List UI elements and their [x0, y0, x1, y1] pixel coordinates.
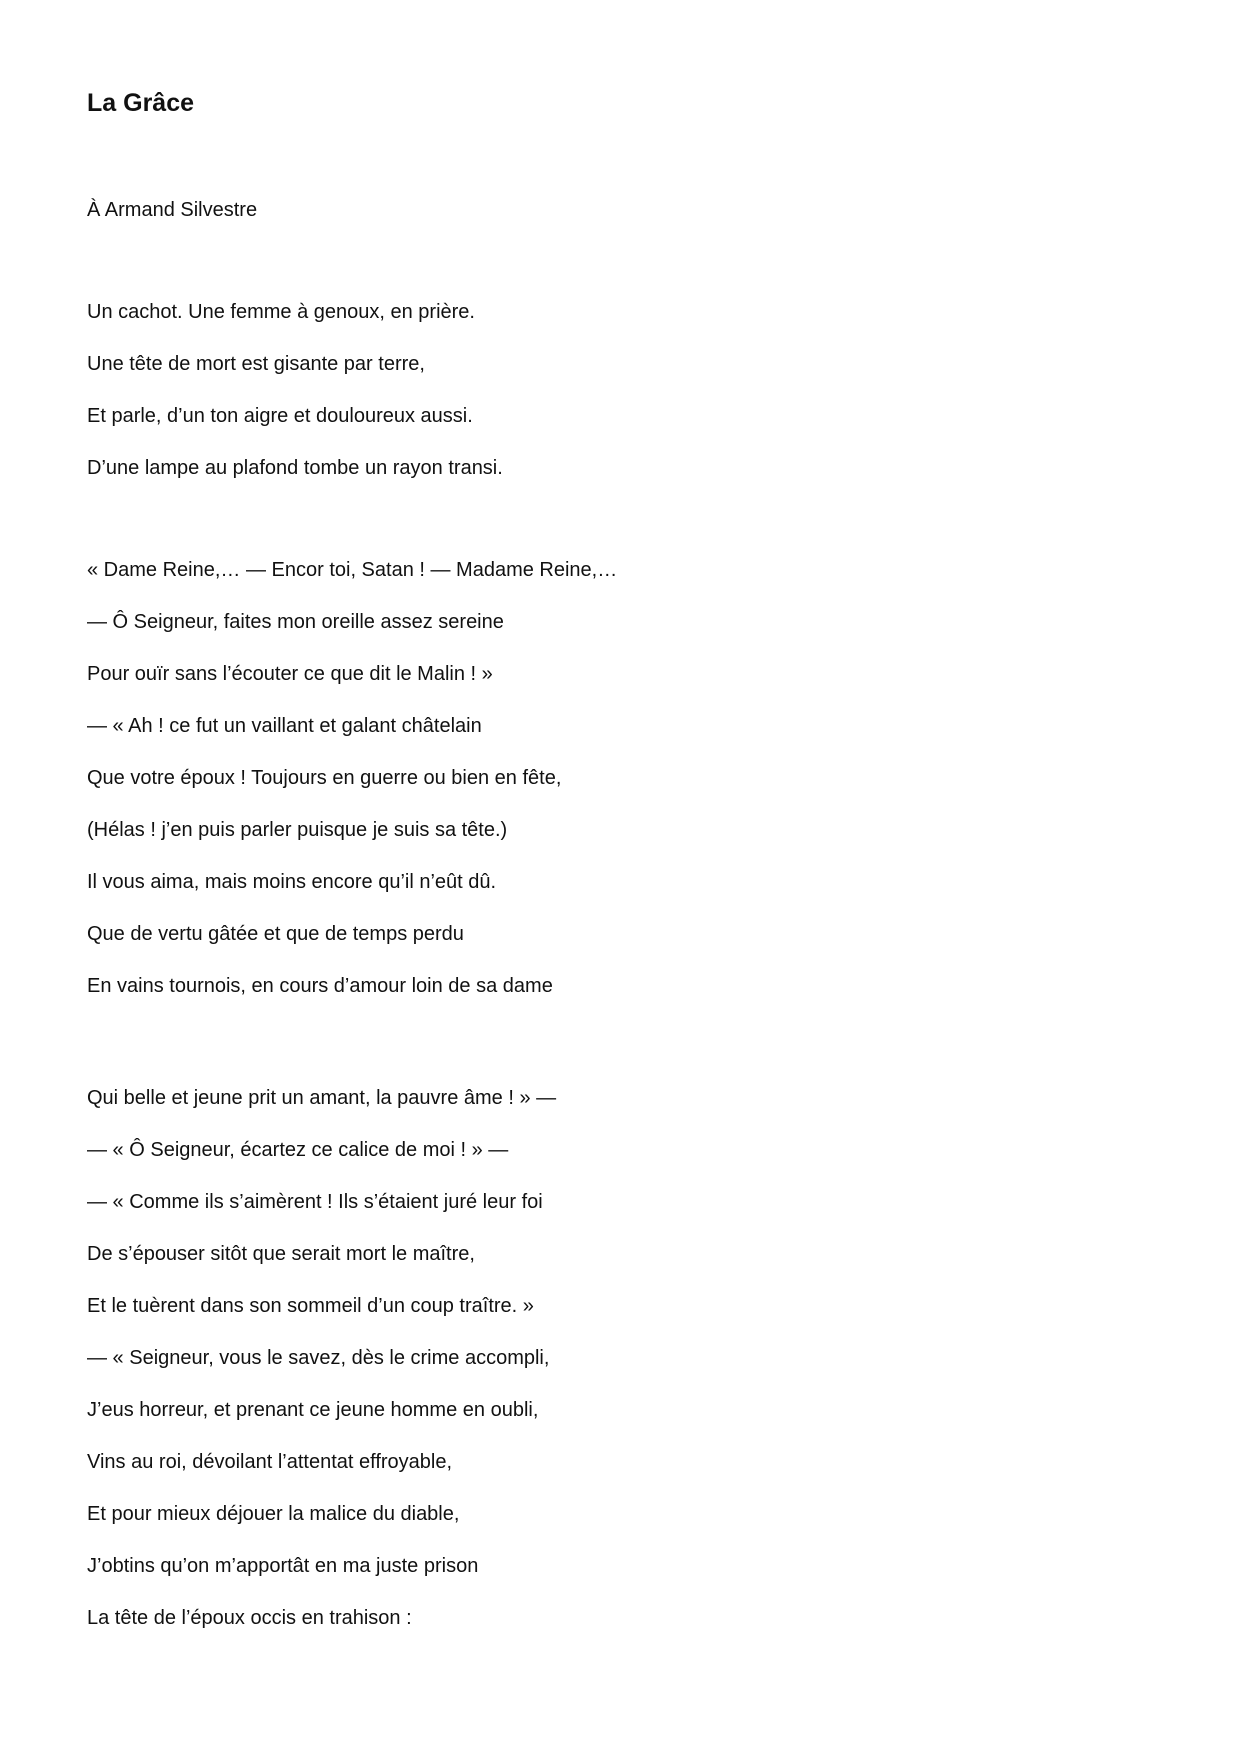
verse-line: J’eus horreur, et prenant ce jeune homme en oubli, — [87, 1399, 539, 1421]
verse-line: Une tête de mort est gisante par terre, — [87, 353, 425, 375]
stanza-1 — [87, 298, 503, 506]
verse-line: Que de vertu gâtée et que de temps perdu — [87, 923, 464, 945]
verse-line: De s’épouser sitôt que serait mort le maître, — [87, 1243, 475, 1265]
stanza-2 — [87, 556, 617, 1024]
stanza-3 — [87, 1084, 556, 1656]
poem-title: La Grâce — [87, 89, 195, 117]
verse-line: Et le tuèrent dans son sommeil d’un coup traître. » — [87, 1295, 534, 1317]
verse-line: La tête de l’époux occis en trahison : — [87, 1607, 412, 1629]
verse-line: « Dame Reine,… — Encor toi, Satan ! — Madame Reine,… — [87, 559, 618, 581]
verse-line: — « Ah ! ce fut un vaillant et galant châtelain — [87, 715, 482, 737]
verse-line: Que votre époux ! Toujours en guerre ou bien en fête, — [87, 767, 562, 789]
verse-line: En vains tournois, en cours d’amour loin de sa dame — [87, 975, 553, 997]
verse-line: J’obtins qu’on m’apportât en ma juste prison — [87, 1555, 479, 1577]
verse-line: Un cachot. Une femme à genoux, en prière. — [87, 301, 475, 323]
verse-line: Vins au roi, dévoilant l’attentat effroyable, — [87, 1451, 453, 1473]
verse-line: Pour ouïr sans l’écouter ce que dit le Malin ! » — [87, 663, 493, 685]
verse-line: — « Seigneur, vous le savez, dès le crime accompli, — [87, 1347, 550, 1369]
verse-line: Et parle, d’un ton aigre et douloureux aussi. — [87, 405, 473, 427]
verse-line: Il vous aima, mais moins encore qu’il n’eût dû. — [87, 871, 497, 893]
verse-line: — « Ô Seigneur, écartez ce calice de moi ! » — — [87, 1139, 509, 1161]
poem-dedication: À Armand Silvestre — [87, 199, 258, 221]
verse-line: — Ô Seigneur, faites mon oreille assez sereine — [87, 611, 504, 633]
verse-line: Qui belle et jeune prit un amant, la pauvre âme ! » — — [87, 1087, 557, 1109]
verse-line: — « Comme ils s’aimèrent ! Ils s’étaient juré leur foi — [87, 1191, 543, 1213]
verse-line: D’une lampe au plafond tombe un rayon transi. — [87, 457, 503, 479]
verse-line: Et pour mieux déjouer la malice du diable, — [87, 1503, 460, 1525]
verse-line: (Hélas ! j’en puis parler puisque je suis sa tête.) — [87, 819, 508, 841]
